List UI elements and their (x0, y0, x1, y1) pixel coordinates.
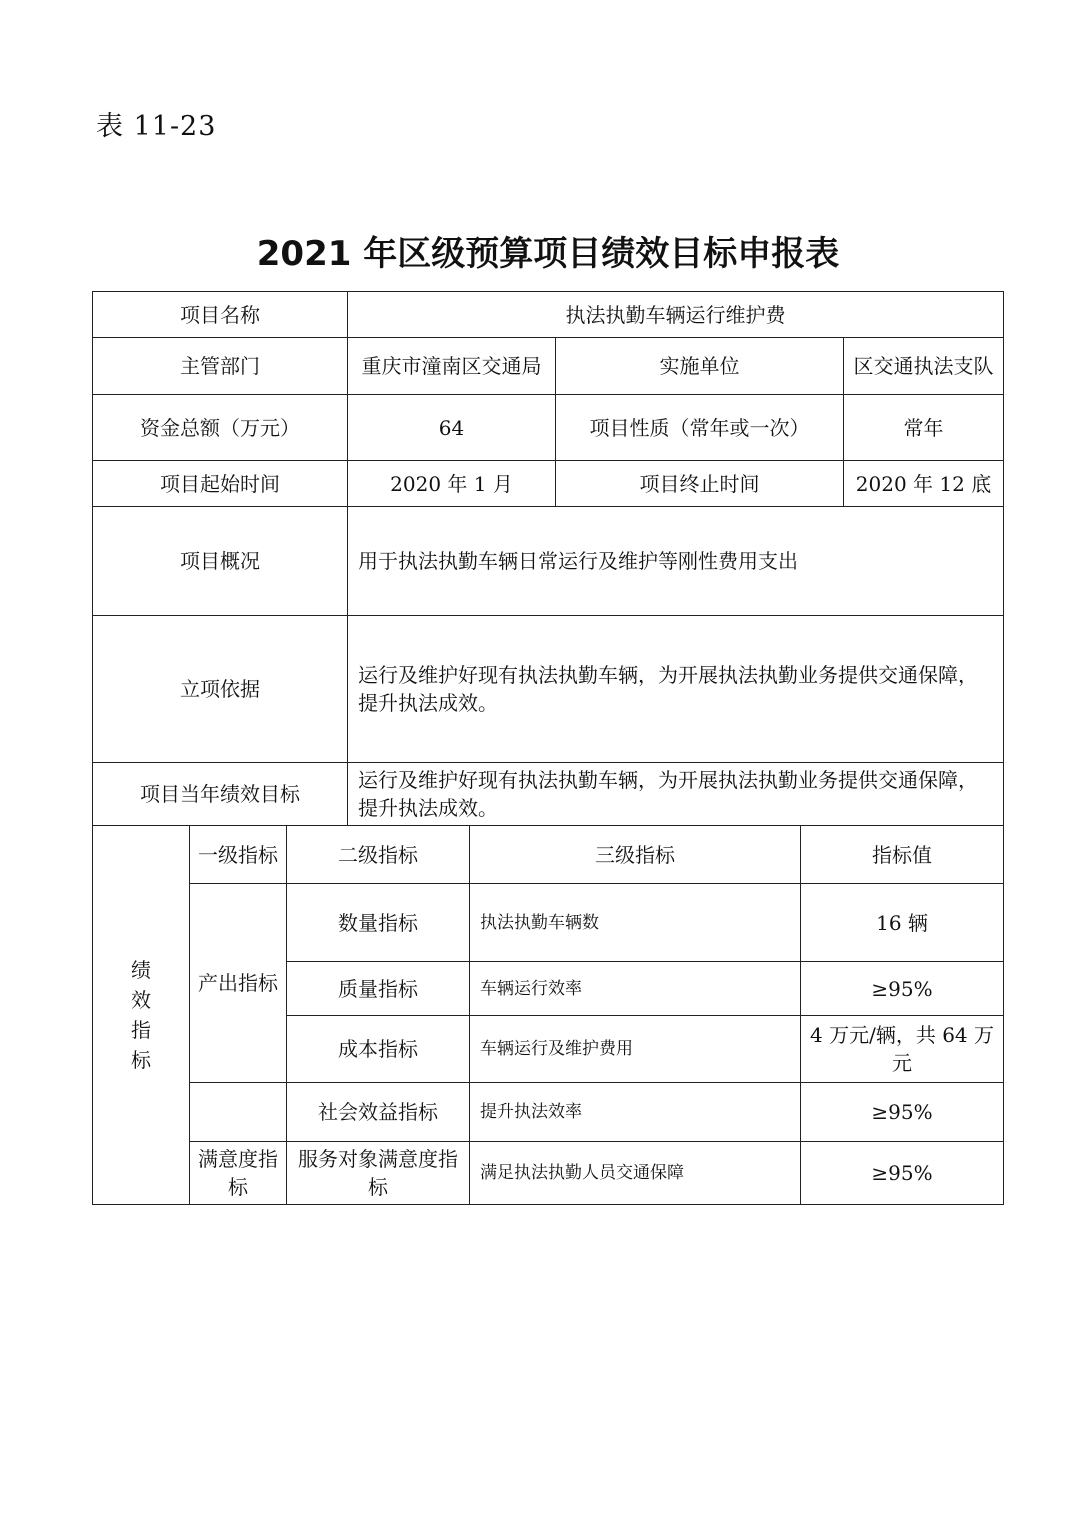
row-basis (93, 616, 1004, 763)
level3-cell: 提升执法效率 (470, 1083, 801, 1142)
value-cell: ≥95% (801, 962, 1004, 1016)
value-cell: 16 辆 (801, 884, 1004, 962)
page-title: 2021 年区级预算项目绩效目标申报表 (256, 234, 840, 274)
fund-value: 64 (348, 395, 556, 461)
level3-cell: 车辆运行效率 (470, 962, 801, 1016)
start-value: 2020 年 1 月 (348, 461, 556, 507)
level2-cell: 成本指标 (287, 1016, 470, 1083)
output-indicator-label: 产出指标 (190, 884, 287, 1083)
performance-indicator-label: 绩效指标 (93, 826, 190, 1205)
level2-cell: 服务对象满意度指标 (287, 1142, 470, 1205)
end-label: 项目终止时间 (556, 461, 844, 507)
col-level2-header: 二级指标 (287, 826, 470, 884)
table-row (93, 1083, 1004, 1142)
col-level1-header: 一级指标 (190, 826, 287, 884)
table-row (93, 884, 1004, 962)
row-department (93, 338, 1004, 395)
basis-value: 运行及维护好现有执法执勤车辆，为开展执法执勤业务提供交通保障，提升执法成效。 (348, 616, 1004, 763)
start-label: 项目起始时间 (93, 461, 348, 507)
level3-cell: 执法执勤车辆数 (470, 884, 801, 962)
nature-value: 常年 (844, 395, 1004, 461)
end-value: 2020 年 12 底 (844, 461, 1004, 507)
level2-cell: 数量指标 (287, 884, 470, 962)
value-cell: ≥95% (801, 1083, 1004, 1142)
level3-cell: 车辆运行及维护费用 (470, 1016, 801, 1083)
row-period (93, 461, 1004, 507)
table-number: 表 11-23 (96, 111, 217, 142)
overview-label: 项目概况 (93, 507, 348, 616)
empty-level1-cell (190, 1083, 287, 1142)
fund-label: 资金总额（万元） (93, 395, 348, 461)
col-value-header: 指标值 (801, 826, 1004, 884)
overview-value: 用于执法执勤车辆日常运行及维护等刚性费用支出 (348, 507, 1004, 616)
impl-label: 实施单位 (556, 338, 844, 395)
table-row (93, 1142, 1004, 1205)
budget-performance-table (92, 291, 1004, 1205)
project-name-label: 项目名称 (93, 292, 348, 338)
impl-value: 区交通执法支队 (844, 338, 1004, 395)
basis-label: 立项依据 (93, 616, 348, 763)
goal-label: 项目当年绩效目标 (93, 763, 348, 826)
nature-label: 项目性质（常年或一次） (556, 395, 844, 461)
level2-cell: 社会效益指标 (287, 1083, 470, 1142)
dept-label: 主管部门 (93, 338, 348, 395)
value-cell: ≥95% (801, 1142, 1004, 1205)
row-fund (93, 395, 1004, 461)
level2-cell: 质量指标 (287, 962, 470, 1016)
level3-cell: 满足执法执勤人员交通保障 (470, 1142, 801, 1205)
col-level3-header: 三级指标 (470, 826, 801, 884)
row-overview (93, 507, 1004, 616)
row-project-name (93, 292, 1004, 338)
satisfaction-indicator-label: 满意度指标 (190, 1142, 287, 1205)
goal-value: 运行及维护好现有执法执勤车辆，为开展执法执勤业务提供交通保障，提升执法成效。 (348, 763, 1004, 826)
dept-value: 重庆市潼南区交通局 (348, 338, 556, 395)
project-name-value: 执法执勤车辆运行维护费 (348, 292, 1004, 338)
indicator-header-row (93, 826, 1004, 884)
value-cell: 4 万元/辆，共 64 万元 (801, 1016, 1004, 1083)
row-annual-goal (93, 763, 1004, 826)
